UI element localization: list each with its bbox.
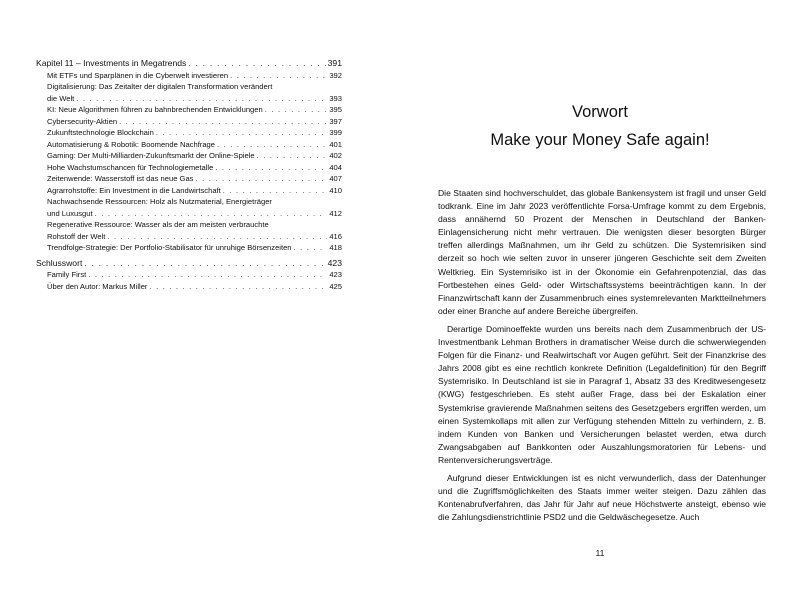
toc-entry-continuation: Rohstoff der Welt (47, 231, 106, 241)
toc-entry[interactable] (36, 162, 342, 174)
toc-chapter-11[interactable] (36, 57, 342, 70)
toc-entry[interactable] (36, 269, 342, 281)
vorwort-subtitle: Make your Money Safe again! (490, 131, 710, 149)
toc-page-number: 393 (329, 93, 342, 103)
toc-leader (230, 70, 327, 82)
toc-leader (265, 104, 328, 116)
toc-leader (195, 173, 327, 185)
toc-entry[interactable] (36, 150, 342, 162)
toc-schlusswort[interactable] (36, 257, 342, 270)
toc-entry-title: Cybersecurity-Aktien (47, 116, 118, 126)
toc-entry[interactable] (36, 185, 342, 197)
toc-entry-title[interactable]: Nachwachsende Ressourcen: Holz als Nutzmaterial, Energieträger (47, 197, 272, 206)
toc-entry[interactable] (36, 173, 342, 185)
toc-leader (107, 231, 327, 243)
toc-entry[interactable] (36, 104, 342, 116)
toc-entry-continuation: die Welt (47, 93, 75, 103)
vorwort-body (438, 187, 766, 529)
toc-entry[interactable] (36, 208, 342, 220)
body-paragraph: Derartige Dominoeffekte wurden uns bereits nach dem Zusammenbruch der US-Investmentbank Lehman Brothers in dramatischer Weise durch die schwerwiegenden Folgen für die Finanz- und Realwirtschaft vor Augen geführt. Seit der Finanzkrise des Jahrs 2008 gibt es eine rechtlich konkrete Definition (Legaldefinition) für den Begriff Systemrisiko. In Deutschland ist sie in Paragraf 1, Absatz 33 des Kreditwesengesetz (KWG) festgeschrieben. Es steht außer Frage, dass bei der Eskalation einer Systemkrise gravierende Maßnahmen seitens des Gesetzgebers ergriffen werden, um einen Systemkollaps mit allen zur Verfügung stehenden Mitteln zu verhindern, z. B. indem Kunden von Banken und Versicherungen belastet werden, etwa durch Zwangsabgaben auf Bankkonten oder Auszahlungsmoratorien für Lebens- und Rentenversicherungsverträge. (438, 323, 766, 465)
toc-leader (76, 93, 327, 105)
toc-entry-title: Über den Autor: Markus Miller (47, 281, 148, 291)
toc-entry-title: Automatisierung & Robotik: Boomende Nachfrage (47, 139, 216, 149)
toc-entry[interactable] (36, 242, 342, 254)
toc-entry-title: Zeitenwende: Wasserstoff ist das neue Gas (47, 174, 194, 183)
toc-chapter-title: Schlusswort (36, 257, 83, 268)
toc-entry-title: Agrarrohstoffe: Ein Investment in die Landwirtschaft (47, 185, 221, 195)
toc-page-number: 402 (329, 151, 342, 160)
toc-entry[interactable] (36, 281, 342, 293)
vorwort-page (400, 0, 800, 593)
page-number: 11 (595, 548, 605, 558)
toc-page-number: 407 (329, 174, 342, 183)
toc-leader (294, 242, 328, 254)
toc-leader (156, 127, 328, 139)
body-paragraph: Die Staaten sind hochverschuldet, das globale Bankensystem ist fragil und unser Geld todkrank. Eine im Jahr 2023 veröffentlichte Forsa-Umfrage kommt zu dem Ergebnis, dass annähernd 50 Prozent der Menschen in Deutschland der Banken-Einlagensicherung nicht mehr vertrauen. Die wenigsten dieser besorgten Bürger treffen allerdings Maßnahmen, um ihr Geld zu schützen. Die Systemrisiken sind derzeit so hoch wie selten zuvor in unserer jüngeren Geschichte seit dem Zweiten Weltkrieg. Ein Systemrisiko ist in der Ökonomie ein Gefahrenpotenzial, das das Fortbestehen eines Geld- oder Wirtschaftssystems beeinträchtigen kann. In der Finanzwirtschaft kann der Zusammenbruch eines systemrelevanten Marktteilnehmers oder einer Branche auf andere Bereiche übergreifen. (438, 188, 766, 316)
toc-entry-title: Gaming: Der Multi-Milliarden-Zukunftsmarkt der Online-Spiele (47, 151, 255, 160)
toc-entry-title: Trendfolge-Strategie: Der Portfolio-Stabilisator für unruhige Börsenzeiten (47, 243, 292, 252)
toc-page-number: 391 (327, 58, 342, 68)
toc-chapter-title: Kapitel 11 – Investments in Megatrends (36, 58, 187, 68)
table-of-contents (36, 57, 342, 292)
toc-entry[interactable] (36, 116, 342, 128)
toc-leader (223, 185, 328, 197)
toc-page-number: 395 (329, 105, 342, 114)
toc-leader (215, 162, 327, 174)
toc-page-number: 399 (329, 128, 342, 137)
toc-entry[interactable] (36, 231, 342, 243)
toc-leader (188, 57, 325, 70)
toc-entry-title[interactable]: Digitalisierung: Das Zeitalter der digitalen Transformation verändert (47, 82, 273, 91)
toc-page-number: 418 (329, 243, 342, 252)
toc-leader (95, 208, 328, 220)
toc-entry[interactable] (36, 139, 342, 151)
toc-leader (149, 281, 327, 293)
toc-leader (119, 116, 327, 128)
toc-entry-continuation: und Luxusgut (47, 208, 93, 218)
toc-leader (217, 139, 327, 151)
toc-entry-title: Family First (47, 270, 87, 279)
toc-page-number: 392 (329, 70, 342, 80)
toc-page-number: 423 (327, 257, 342, 268)
toc-entry[interactable] (36, 127, 342, 139)
toc-entry-title: KI: Neue Algorithmen führen zu bahnbrechenden Entwicklungen (47, 105, 263, 114)
toc-page-number: 401 (329, 139, 342, 149)
toc-entry-title: Hohe Wachstumschancen für Technologiemetalle (47, 162, 214, 172)
toc-page-number: 423 (329, 270, 342, 279)
body-paragraph: Aufgrund dieser Entwicklungen ist es nicht verwunderlich, dass der Datenhunger und die Zugriffsmöglichkeiten des Staats immer weiter steigen. Dazu zählen das Kontenabrufverfahren, das Jahr für Jahr auf neue Höchstwerte ansteigt, ebenso wie die Zahlungsdienstrichtlinie PSD2 und die Geldwäschegesetze. Auch (438, 472, 766, 523)
toc-leader (257, 150, 328, 162)
vorwort-title: Vorwort (572, 103, 628, 121)
toc-page-number: 404 (329, 162, 342, 172)
toc-page-number: 397 (329, 116, 342, 126)
toc-page-number: 425 (329, 281, 342, 291)
toc-entry[interactable] (36, 70, 342, 82)
toc-leader (88, 269, 327, 281)
toc-entry-title: Mit ETFs und Sparplänen in die Cyberwelt investieren (47, 70, 229, 80)
toc-entry[interactable] (36, 93, 342, 105)
toc-entry-title: Zukunftstechnologie Blockchain (47, 128, 154, 137)
toc-page-number: 416 (329, 231, 342, 241)
toc-entry-title[interactable]: Regenerative Ressource: Wasser als der am meisten verbrauchte (47, 220, 269, 229)
toc-page-number: 412 (329, 208, 342, 218)
toc-leader (84, 257, 325, 270)
toc-page-number: 410 (329, 185, 342, 195)
